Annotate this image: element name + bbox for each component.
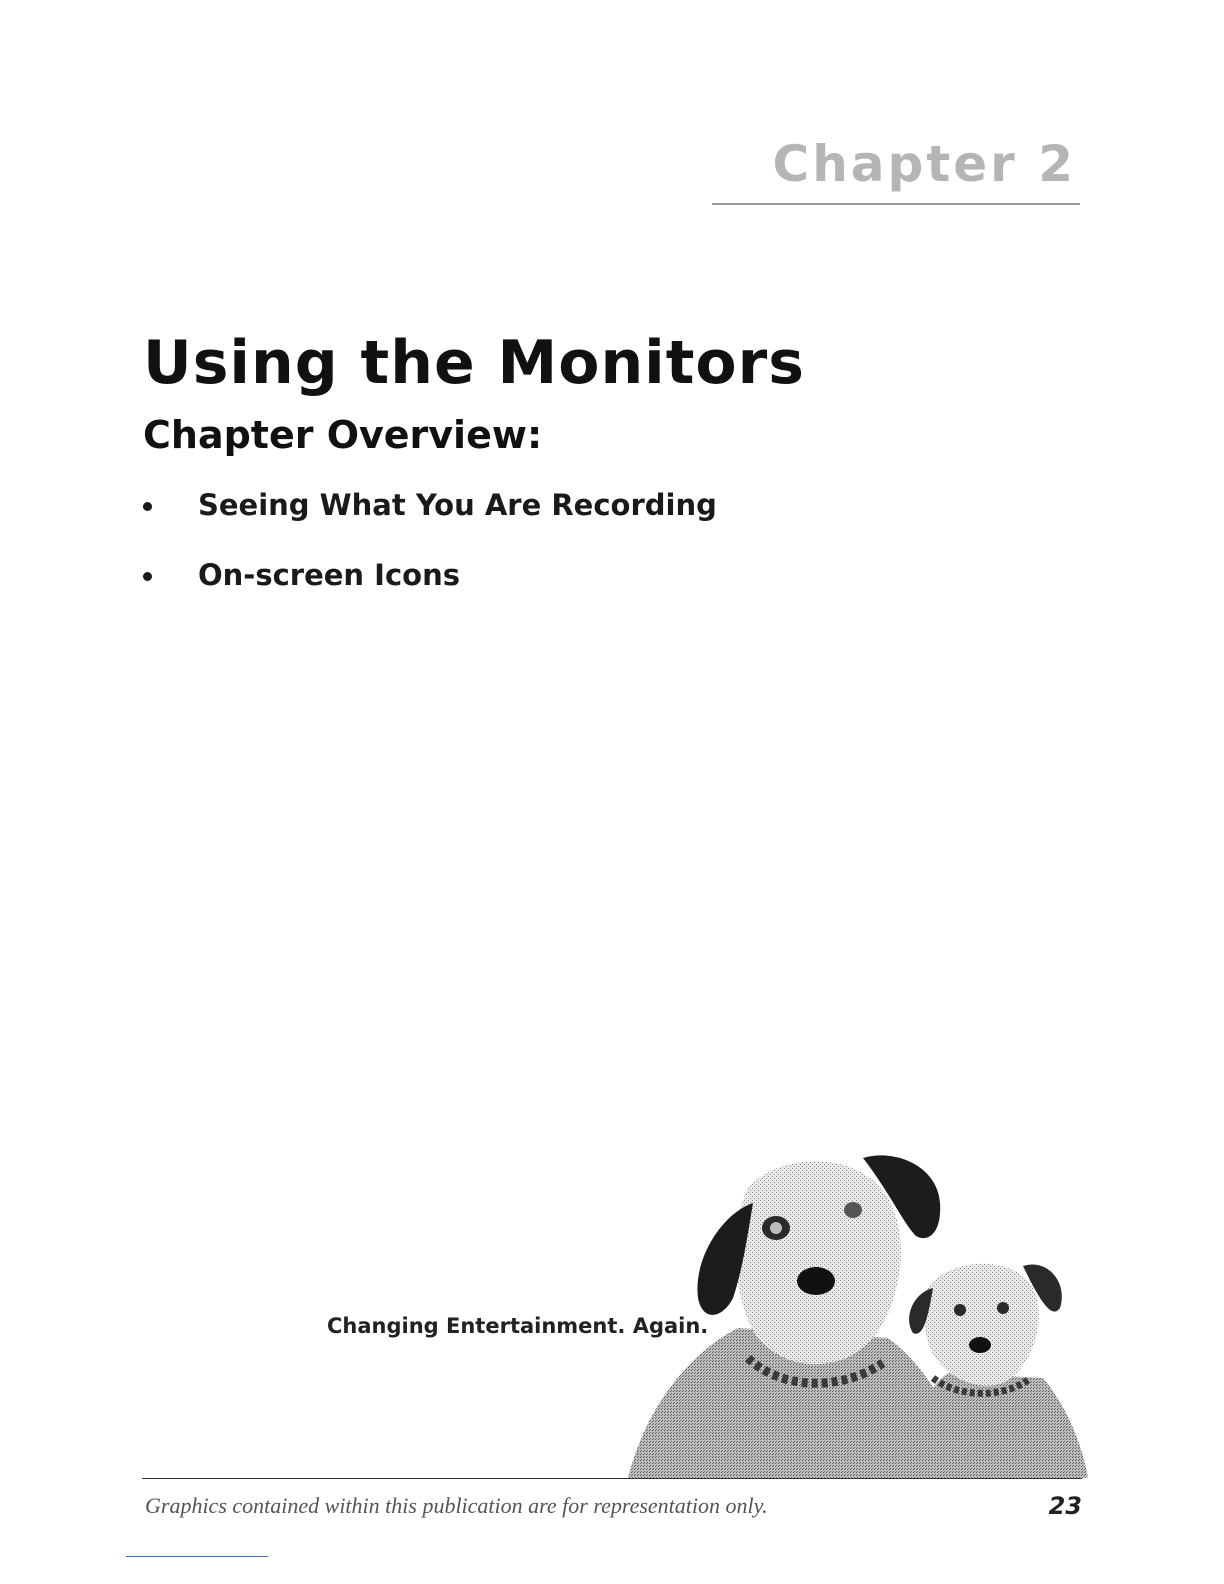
chapter-label: Chapter 2 [772,135,1076,193]
page-number: 23 [1048,1492,1082,1520]
tagline: Changing Entertainment. Again. [327,1314,709,1338]
footer-note: Graphics contained within this publication are for representation only. [145,1493,768,1518]
bullet-icon [143,502,152,511]
page-title: Using the Monitors [143,328,805,398]
scan-mark [126,1556,268,1557]
footer-divider [142,1478,1082,1479]
overview-heading: Chapter Overview: [143,413,543,457]
dogs-photo [628,1148,1088,1478]
list-item-text: Seeing What You Are Recording [198,488,717,522]
chapter-divider [712,203,1080,205]
bullet-icon [143,572,152,581]
list-item-text: On-screen Icons [198,558,460,592]
